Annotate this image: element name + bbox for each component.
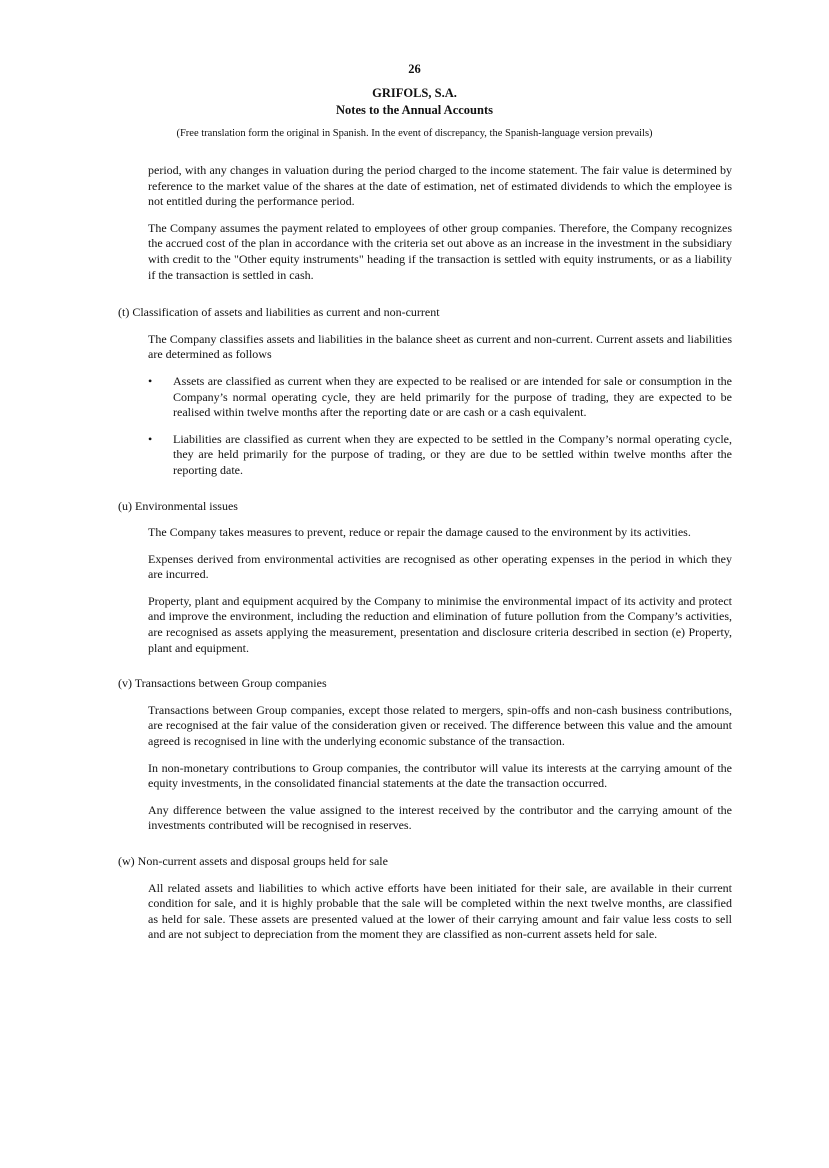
section-v-paragraph-1: Transactions between Group companies, except those related to mergers, spin-offs and non-cash business contributions, are recognised at the fair value of the consideration given or received. The difference between this value and the amount agreed is recognised in line with the underlying economic substance of the transaction. xyxy=(148,702,732,749)
section-u-paragraph-2: Expenses derived from environmental activities are recognised as other operating expenses in the period in which they are incurred. xyxy=(148,551,732,582)
intro-paragraph-1: period, with any changes in valuation during the period charged to the income statement. The fair value is determined by reference to the market value of the shares at the date of estimation, net of estimated dividends to which the employee is not entitled during the performance period. xyxy=(148,163,732,209)
section-w-heading: (w) Non-current assets and disposal groups held for sale xyxy=(118,854,388,868)
section-u-paragraph-3: Property, plant and equipment acquired by the Company to minimise the environmental impact of its activity and protect and improve the environment, including the reduction and elimination of future pollution from the Company’s activities, are recognised as assets applying the measurement, presentation and disclosure criteria described in section (e) Property, plant and equipment. xyxy=(148,593,732,655)
bullet-text: Liabilities are classified as current when they are expected to be settled in the Company’s normal operating cycle, they are held primarily for the purpose of trading, or they are due to be settled within twelve months after the reporting date. xyxy=(173,431,732,477)
bullet-icon: • xyxy=(148,431,153,446)
page-number: 26 xyxy=(408,62,421,76)
document-subtitle: Notes to the Annual Accounts xyxy=(336,103,493,117)
intro-paragraph-2: The Company assumes the payment related to employees of other group companies. Therefore, the Company recognizes the accrued cost of the plan in accordance with the criteria set out above as an increase in the investment in the subsidiary with credit to the "Other equity instruments" heading if the transaction is settled with equity instruments, or as a liability if the transaction is settled in cash. xyxy=(148,220,732,282)
company-name: GRIFOLS, S.A. xyxy=(372,86,457,100)
list-item xyxy=(148,432,732,479)
section-t-bullet-list xyxy=(148,374,732,479)
section-u-heading: (u) Environmental issues xyxy=(118,498,238,513)
document-body xyxy=(118,163,732,954)
translation-disclaimer: (Free translation form the original in Spanish. In the event of discrepancy, the Spanish-language version prevails) xyxy=(176,128,653,139)
section-u-paragraph-1: The Company takes measures to prevent, reduce or repair the damage caused to the environment by its activities. xyxy=(148,525,691,540)
section-w-paragraph-1: All related assets and liabilities to which active efforts have been initiated for their sale, are available in their current condition for sale, and it is highly probable that the sale will be completed within the next twelve months, are classified as held for sale. These assets are presented valued at the lower of their carrying amount and fair value less costs to sell and are not subject to depreciation from the moment they are classified as non-current assets held for sale. xyxy=(148,880,732,942)
bullet-icon: • xyxy=(148,373,153,388)
section-v-heading: (v) Transactions between Group companies xyxy=(118,676,327,691)
list-item xyxy=(148,374,732,421)
section-v-paragraph-3: Any difference between the value assigned to the interest received by the contributor and the carrying amount of the investments contributed will be recognised in reserves. xyxy=(148,802,732,833)
section-v-paragraph-2: In non-monetary contributions to Group companies, the contributor will value its interests at the carrying amount of the equity investments, in the consolidated financial statements at the date the transaction occurred. xyxy=(148,760,732,791)
bullet-text: Assets are classified as current when they are expected to be realised or are intended for sale or consumption in the Company’s normal operating cycle, they are held primarily for the purpose of trading, they are expected to be realised within twelve months after the reporting date or are cash or a cash equivalent. xyxy=(173,373,732,420)
section-t-paragraph-1: The Company classifies assets and liabilities in the balance sheet as current and non-current. Current assets and liabilities are determined as follows xyxy=(148,331,732,362)
section-t-heading: (t) Classification of assets and liabilities as current and non-current xyxy=(118,305,440,320)
